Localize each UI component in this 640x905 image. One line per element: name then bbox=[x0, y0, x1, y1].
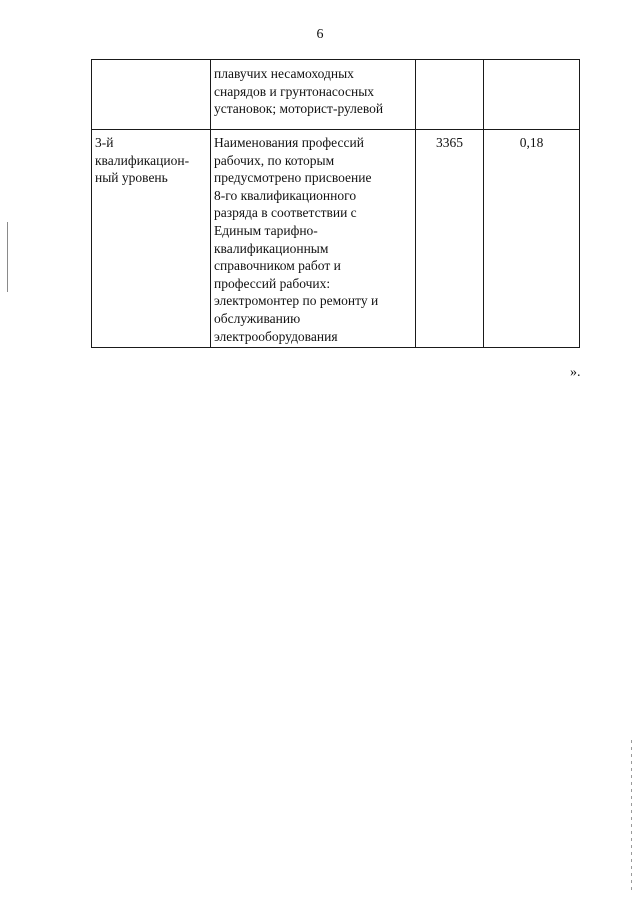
level-line: 3-й bbox=[95, 135, 114, 150]
description-line: квалификационным bbox=[214, 240, 329, 256]
profession-description-cell bbox=[211, 60, 416, 130]
description-line: разряда в соответствии с bbox=[214, 205, 357, 221]
description-line: справочником работ и bbox=[214, 258, 341, 274]
description-line: 8-го квалификационного bbox=[214, 187, 357, 203]
description-line: обслуживанию bbox=[214, 310, 301, 326]
coefficient-cell: 0,18 bbox=[484, 130, 580, 348]
description-line: предусмотрено присвоение bbox=[214, 170, 372, 186]
description-line: Единым тарифно- bbox=[214, 222, 318, 238]
profession-description-cell bbox=[211, 130, 416, 348]
description-line: профессий рабочих: bbox=[214, 275, 331, 291]
table-row bbox=[92, 130, 580, 348]
description-line: плавучих несамоходных bbox=[214, 66, 354, 81]
salary-cell: 3365 bbox=[416, 130, 484, 348]
table-row bbox=[92, 60, 580, 130]
closing-quote: ». bbox=[570, 365, 581, 380]
page-number: 6 bbox=[316, 27, 324, 42]
coefficient-cell bbox=[484, 60, 580, 130]
level-line: квалификацион- bbox=[95, 152, 190, 168]
description-line: электромонтер по ремонту и bbox=[214, 293, 379, 309]
scan-margin-mark bbox=[7, 222, 8, 292]
qualification-level-cell bbox=[92, 130, 211, 348]
scan-edge-artifact bbox=[631, 740, 632, 890]
description-line: снарядов и грунтонасосных bbox=[214, 83, 375, 99]
qualification-level-cell bbox=[92, 60, 211, 130]
description-line: установок; моторист-рулевой bbox=[214, 101, 384, 117]
description-line: Наименования профессий bbox=[214, 135, 364, 150]
salary-cell bbox=[416, 60, 484, 130]
description-line: рабочих, по которым bbox=[214, 152, 335, 168]
description-line: электрооборудования bbox=[214, 328, 338, 344]
level-line: ный уровень bbox=[95, 170, 168, 186]
qualification-table bbox=[91, 59, 580, 348]
